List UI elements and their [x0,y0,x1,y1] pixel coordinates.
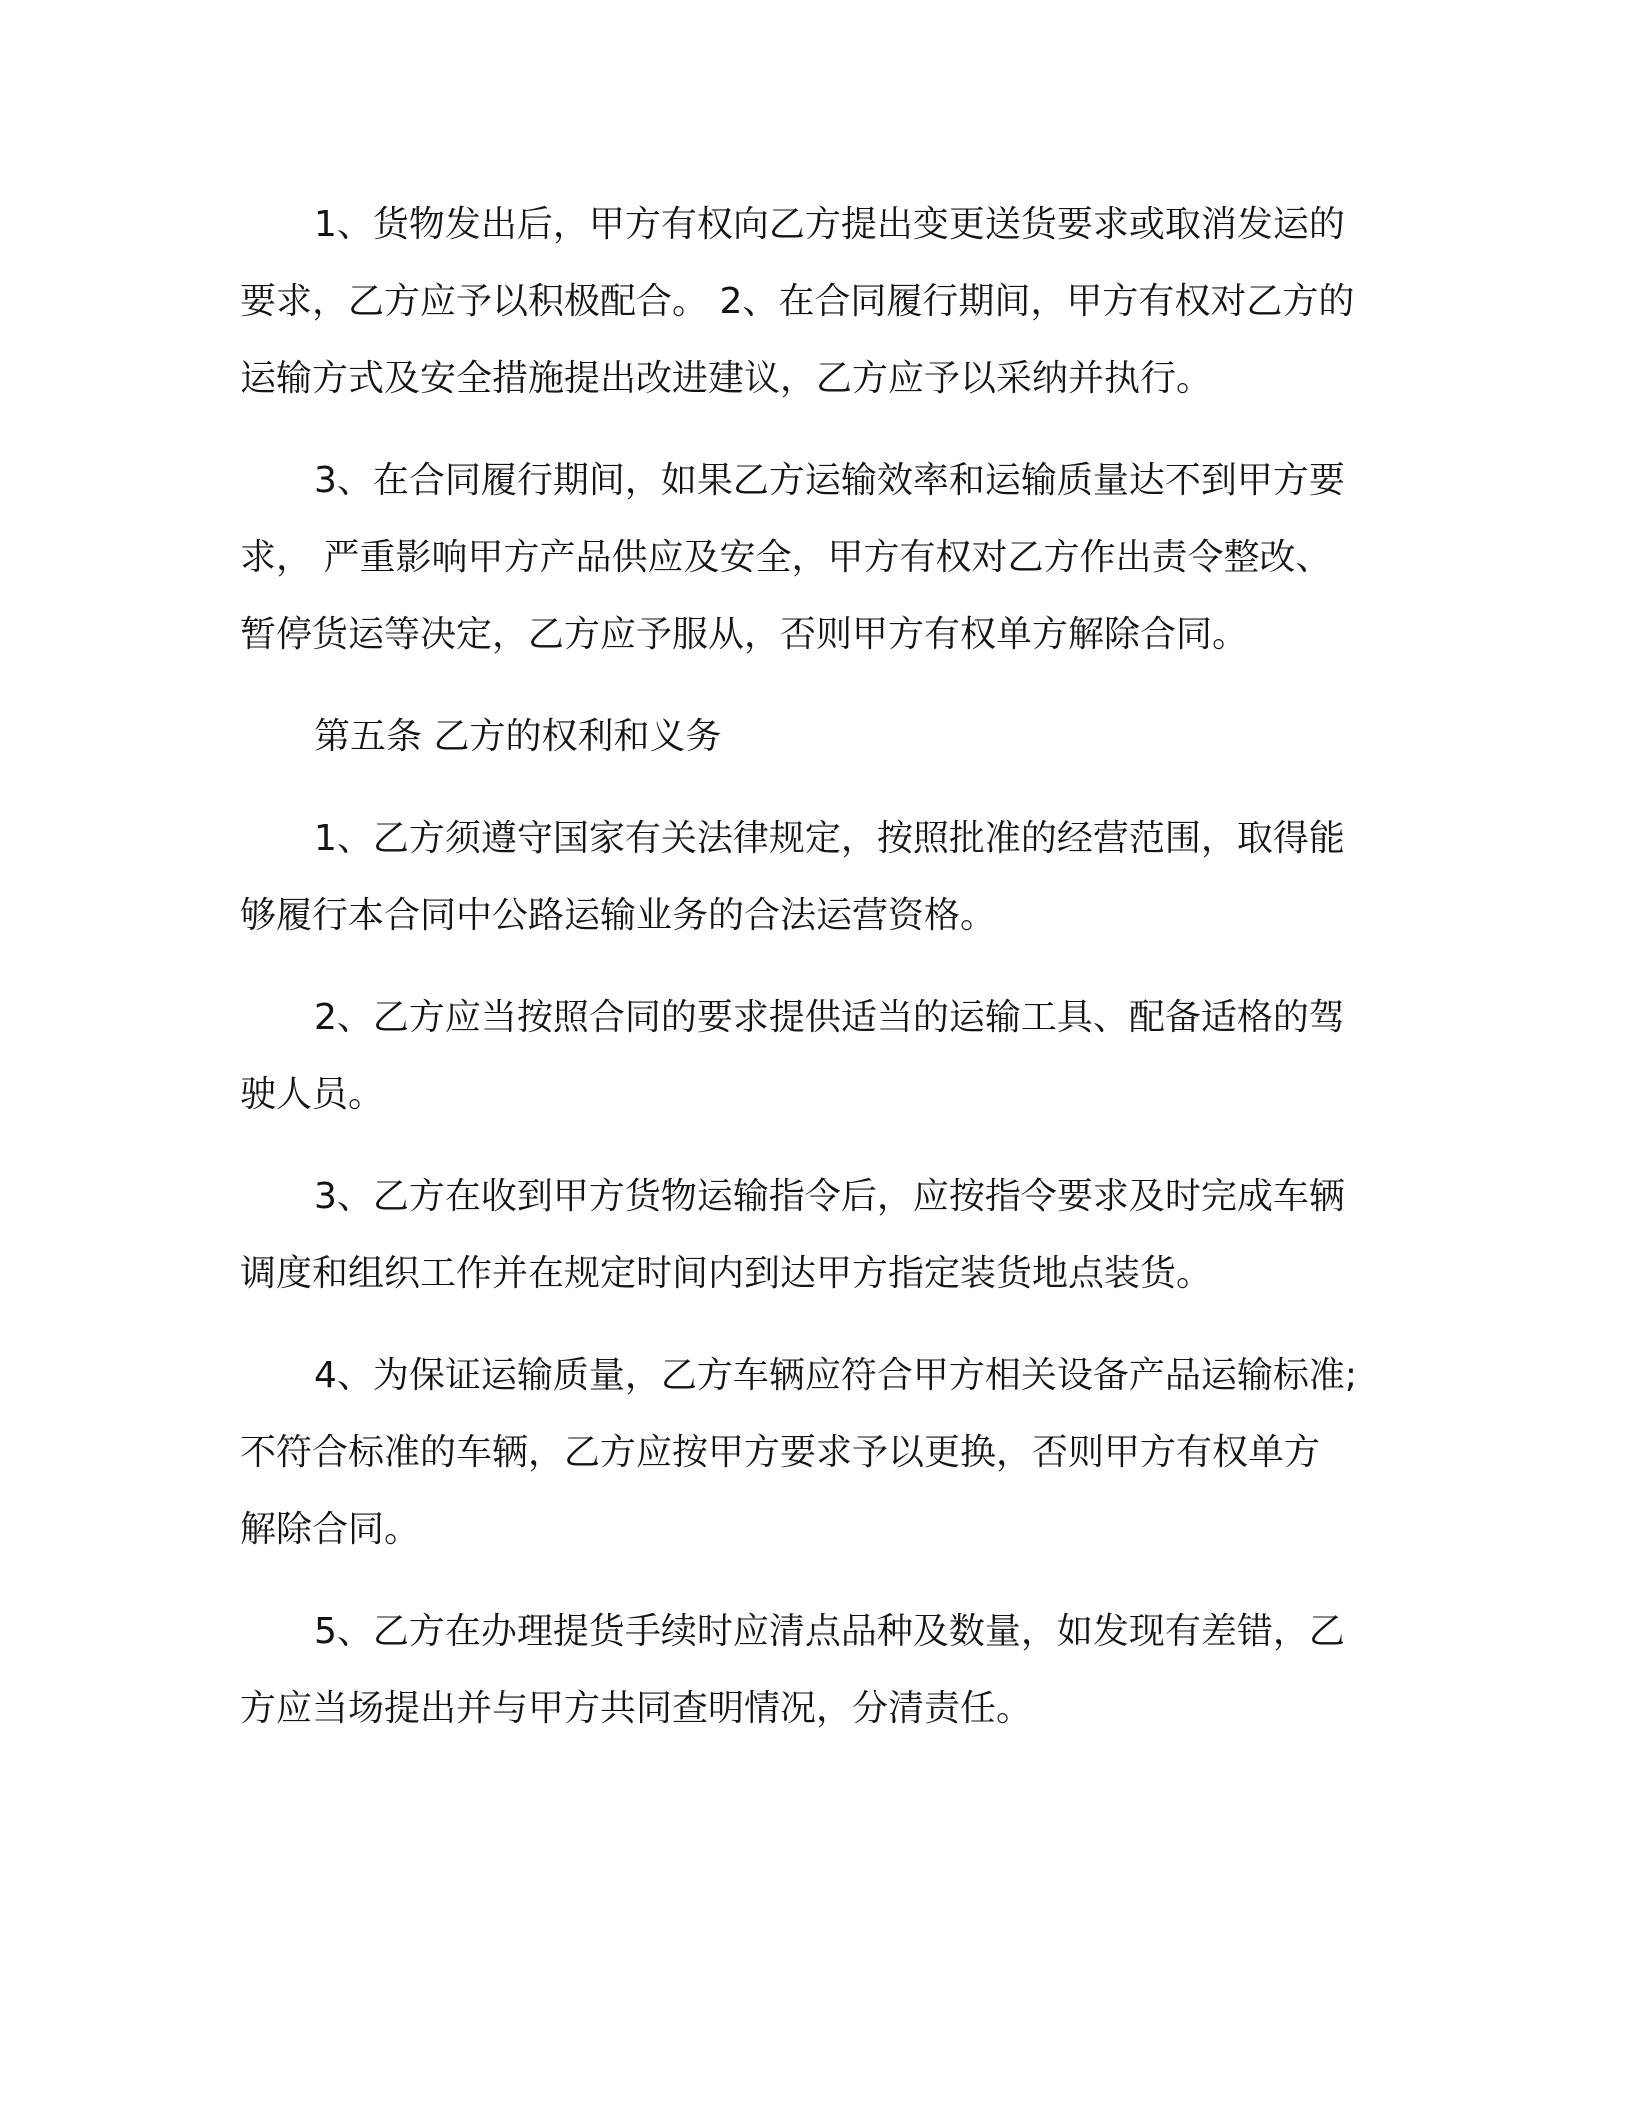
paragraph-line: 够履行本合同中公路运输业务的合法运营资格。 [240,895,997,936]
paragraph-spacer [240,417,1400,442]
paragraph-2 [240,442,1400,673]
paragraph-line: 要求，乙方应予以积极配合。 2、在合同履行期间，甲方有权对乙方的 [240,281,1355,322]
paragraph-line: 方应当场提出并与甲方共同查明情况，分清责任。 [240,1688,1033,1729]
paragraph-spacer [240,1568,1400,1593]
paragraph-spacer [240,954,1400,979]
paragraph-line: 1、货物发出后，甲方有权向乙方提出变更送货要求或取消发运的 [314,204,1345,245]
section-heading-text: 第五条 乙方的权利和义务 [314,716,722,757]
paragraph-line: 驶人员。 [240,1074,385,1115]
paragraph-line: 3、乙方在收到甲方货物运输指令后，应按指令要求及时完成车辆 [314,1176,1345,1217]
paragraph-4 [240,979,1400,1133]
paragraph-spacer [240,673,1400,698]
section-heading [240,698,1400,775]
paragraph-line: 求， 严重影响甲方产品供应及安全，甲方有权对乙方作出责令整改、 [240,537,1332,578]
paragraph-line: 2、乙方应当按照合同的要求提供适当的运输工具、配备适格的驾 [314,997,1345,1038]
paragraph-spacer [240,1133,1400,1158]
paragraph-3 [240,800,1400,954]
paragraph-line: 5、乙方在办理提货手续时应清点品种及数量，如发现有差错，乙 [314,1611,1345,1652]
paragraph-line: 调度和组织工作并在规定时间内到达甲方指定装货地点装货。 [240,1253,1213,1294]
paragraph-line: 不符合标准的车辆，乙方应按甲方要求予以更换，否则甲方有权单方 [240,1432,1321,1473]
paragraph-line: 解除合同。 [240,1509,421,1550]
paragraph-line: 运输方式及安全措施提出改进建议，乙方应予以采纳并执行。 [240,358,1213,399]
paragraph-line: 1、乙方须遵守国家有关法律规定，按照批准的经营范围，取得能 [314,818,1345,859]
paragraph-7 [240,1593,1400,1747]
paragraph-5 [240,1158,1400,1312]
paragraph-1 [240,186,1400,417]
paragraph-6 [240,1337,1400,1568]
paragraph-spacer [240,775,1400,800]
paragraph-line: 暂停货运等决定，乙方应予服从，否则甲方有权单方解除合同。 [240,614,1249,655]
paragraph-spacer [240,1312,1400,1337]
paragraph-line: 3、在合同履行期间，如果乙方运输效率和运输质量达不到甲方要 [314,460,1345,501]
paragraph-line: 4、为保证运输质量，乙方车辆应符合甲方相关设备产品运输标准; [314,1355,1358,1396]
document-body [240,186,1400,1747]
